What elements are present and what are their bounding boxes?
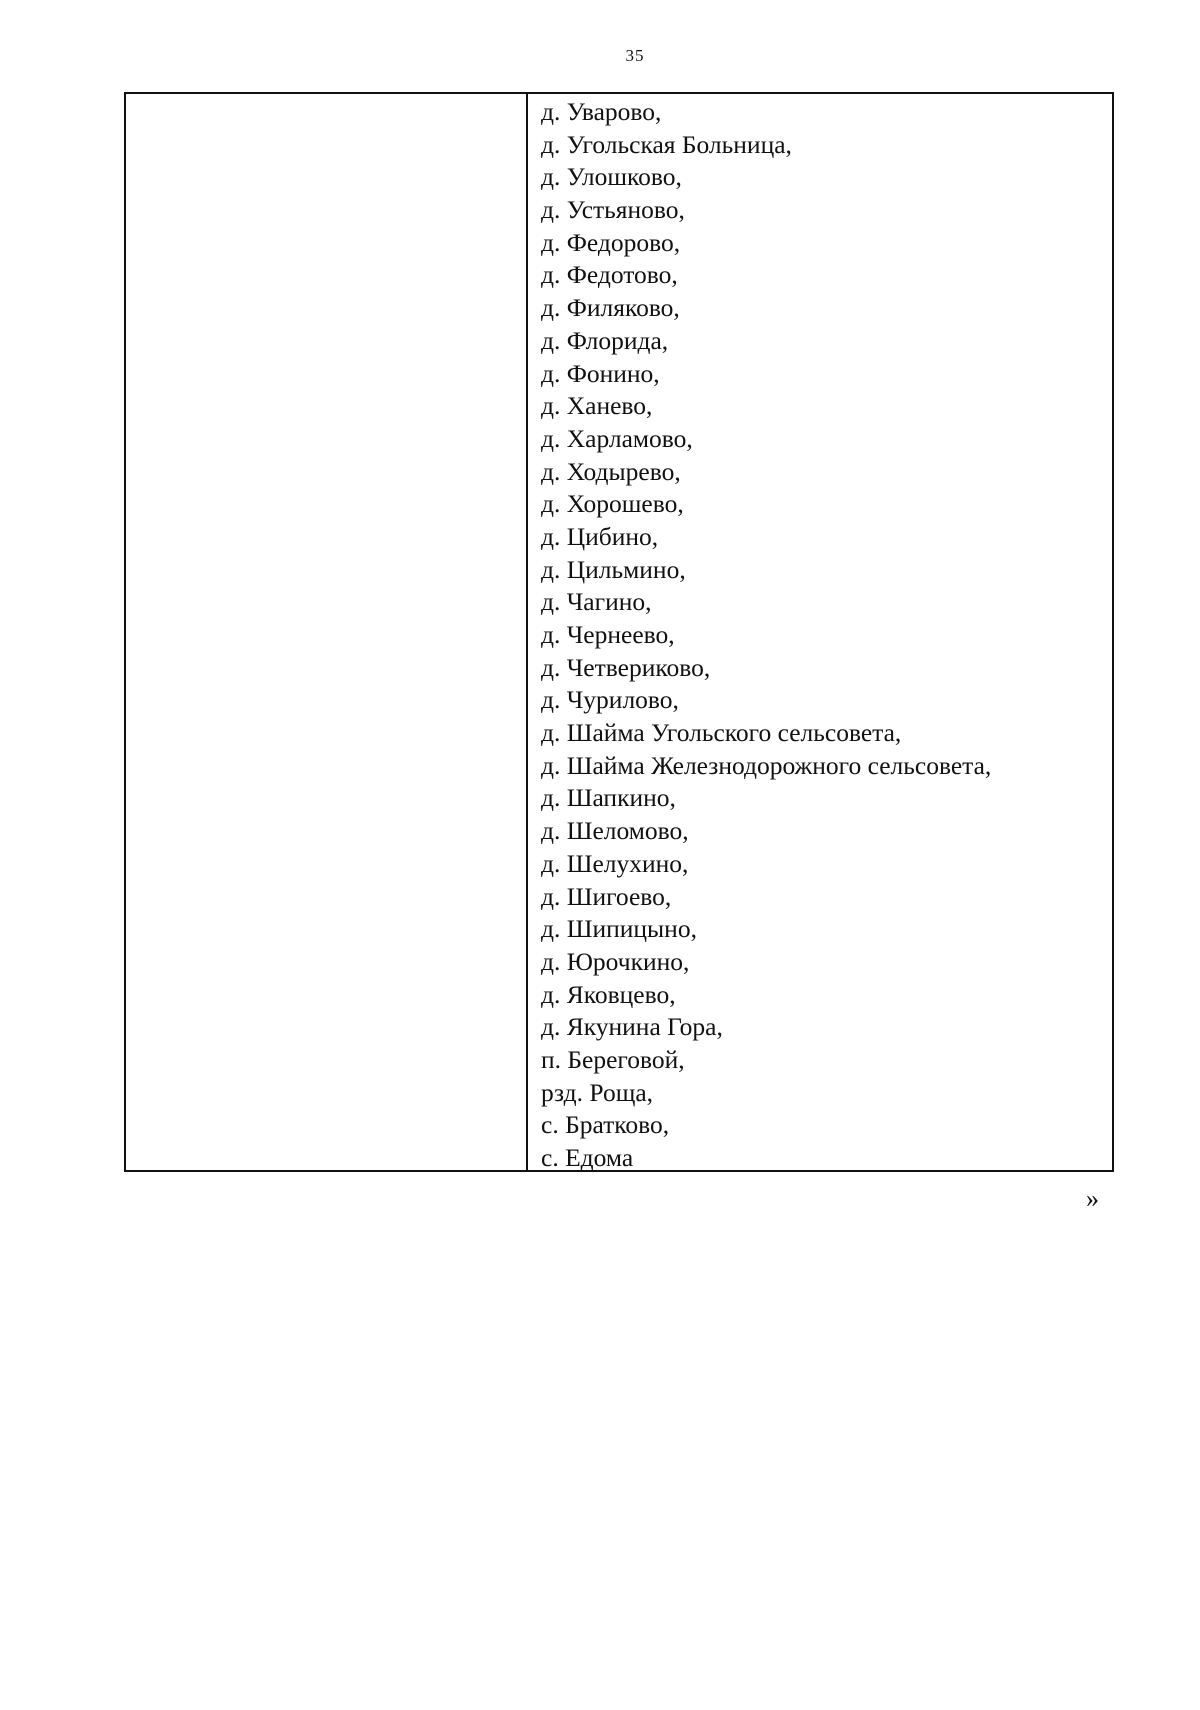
list-item: д. Юрочкино, <box>541 946 690 976</box>
list-item: д. Шайма Угольского сельсовета, <box>541 718 902 748</box>
localities-table <box>124 92 1114 1172</box>
list-item: д. Устьяново, <box>541 195 685 225</box>
table-right-cell <box>528 94 1112 1170</box>
table-left-cell <box>126 94 528 1170</box>
list-item: рзд. Роща, <box>541 1077 654 1107</box>
list-item: д. Цильмино, <box>541 554 686 584</box>
list-item: д. Чагино, <box>541 587 652 617</box>
list-item: д. Шигоево, <box>541 881 672 911</box>
list-item: д. Хорошево, <box>541 489 684 519</box>
locality-list <box>541 96 1112 1175</box>
list-item: д. Фонино, <box>541 358 660 388</box>
list-item: д. Филяково, <box>541 293 680 323</box>
list-item: д. Шелухино, <box>541 848 689 878</box>
list-item: с. Едома <box>541 1143 634 1172</box>
list-item: д. Федорово, <box>541 227 681 257</box>
list-item: д. Харламово, <box>541 423 693 453</box>
list-item: д. Ходырево, <box>541 456 681 486</box>
list-item: п. Береговой, <box>541 1044 685 1074</box>
list-item: д. Якунина Гора, <box>541 1012 723 1042</box>
list-item: д. Шипицыно, <box>541 914 697 944</box>
list-item: д. Угольская Больница, <box>541 129 792 159</box>
page-number: 35 <box>625 46 645 65</box>
list-item: д. Ханево, <box>541 391 653 421</box>
list-item: д. Четвериково, <box>541 652 711 682</box>
list-item: д. Шапкино, <box>541 783 676 813</box>
list-item: д. Цибино, <box>541 521 659 551</box>
list-item: д. Федотово, <box>541 260 678 290</box>
list-item: д. Яковцево, <box>541 979 676 1009</box>
list-item: с. Братково, <box>541 1110 670 1140</box>
list-item: д. Шеломово, <box>541 816 689 846</box>
list-item: д. Чернеево, <box>541 620 675 649</box>
list-item: д. Уварово, <box>541 97 662 126</box>
list-item: д. Улошково, <box>541 162 682 192</box>
list-item: д. Шайма Железнодорожного сельсовета, <box>541 750 992 780</box>
list-item: д. Флорида, <box>541 325 669 355</box>
closing-quote-mark: » <box>1086 1184 1099 1213</box>
list-item: д. Чурилово, <box>541 685 679 715</box>
